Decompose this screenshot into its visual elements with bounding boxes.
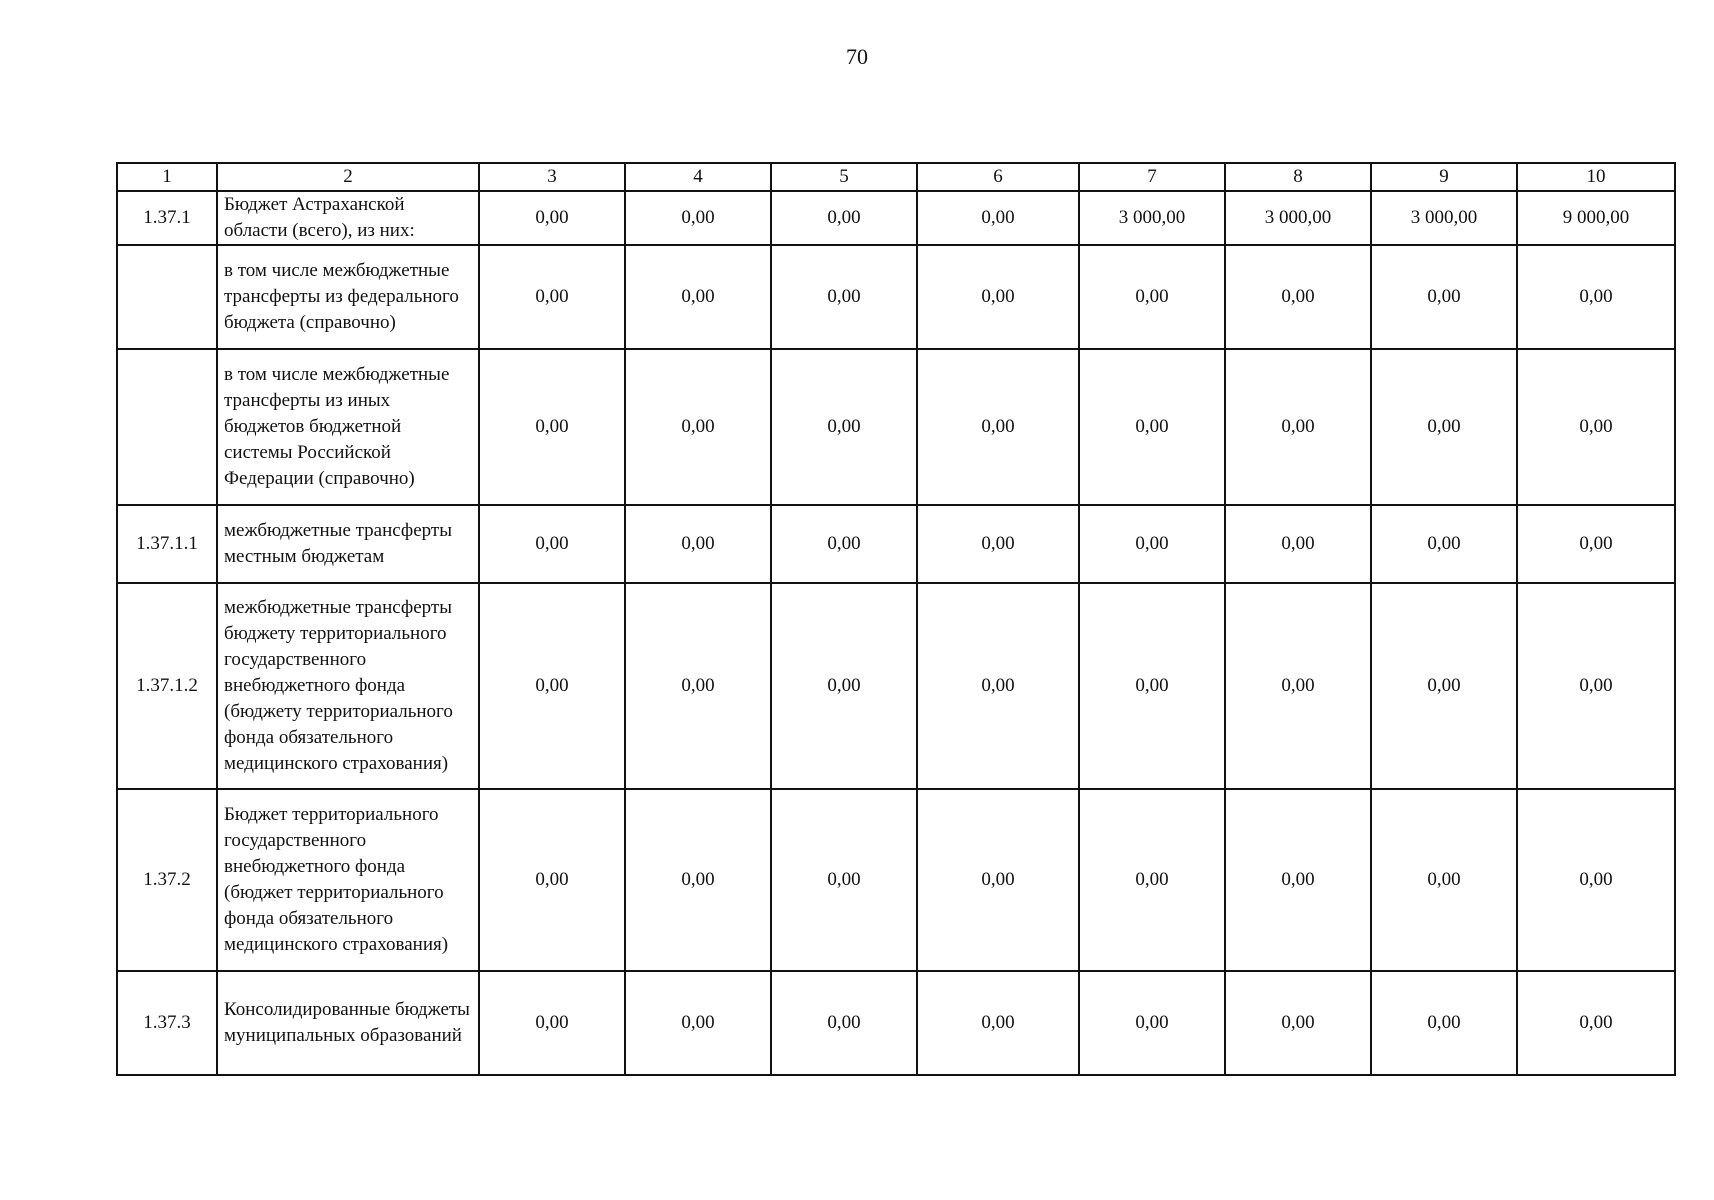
value-cell: 0,00 xyxy=(917,971,1079,1075)
row-description: Бюджет территориального государственного внебюджетного фонда (бюджет территориального фонда обязательного медицинского страхования) xyxy=(217,789,479,971)
value-cell: 9 000,00 xyxy=(1517,191,1675,245)
row-description: Бюджет Астраханской области (всего), из них: xyxy=(217,191,479,245)
value-cell: 0,00 xyxy=(1371,245,1517,349)
value-cell: 0,00 xyxy=(479,505,625,583)
value-cell: 0,00 xyxy=(625,971,771,1075)
table-row xyxy=(117,971,1675,1075)
value-cell: 0,00 xyxy=(917,789,1079,971)
column-header: 3 xyxy=(479,163,625,191)
value-cell: 0,00 xyxy=(1225,505,1371,583)
value-cell: 0,00 xyxy=(1517,505,1675,583)
value-cell: 0,00 xyxy=(1225,349,1371,505)
column-header: 10 xyxy=(1517,163,1675,191)
value-cell: 0,00 xyxy=(771,191,917,245)
value-cell: 0,00 xyxy=(917,245,1079,349)
value-cell: 0,00 xyxy=(771,349,917,505)
value-cell: 0,00 xyxy=(625,191,771,245)
value-cell: 0,00 xyxy=(1517,971,1675,1075)
table-row xyxy=(117,245,1675,349)
column-header: 4 xyxy=(625,163,771,191)
value-cell: 0,00 xyxy=(479,245,625,349)
value-cell: 0,00 xyxy=(625,505,771,583)
value-cell: 0,00 xyxy=(1371,971,1517,1075)
value-cell: 0,00 xyxy=(1371,583,1517,789)
value-cell: 0,00 xyxy=(479,789,625,971)
row-description: Консолидированные бюджеты муниципальных образований xyxy=(217,971,479,1075)
value-cell: 0,00 xyxy=(771,505,917,583)
page-number: 70 xyxy=(846,44,868,69)
value-cell: 0,00 xyxy=(1079,583,1225,789)
value-cell: 0,00 xyxy=(917,191,1079,245)
column-header: 8 xyxy=(1225,163,1371,191)
value-cell: 0,00 xyxy=(1517,245,1675,349)
column-header: 2 xyxy=(217,163,479,191)
value-cell: 0,00 xyxy=(1079,505,1225,583)
value-cell: 0,00 xyxy=(1517,789,1675,971)
table-row xyxy=(117,583,1675,789)
table-row xyxy=(117,505,1675,583)
row-code: 1.37.1.1 xyxy=(117,505,217,583)
column-header: 9 xyxy=(1371,163,1517,191)
value-cell: 0,00 xyxy=(1371,505,1517,583)
value-cell: 0,00 xyxy=(625,245,771,349)
row-description: в том числе межбюджетные трансферты из иных бюджетов бюджетной системы Российской Федерации (справочно) xyxy=(217,349,479,505)
table-row xyxy=(117,789,1675,971)
value-cell: 0,00 xyxy=(479,349,625,505)
value-cell: 3 000,00 xyxy=(1371,191,1517,245)
value-cell: 0,00 xyxy=(771,245,917,349)
value-cell: 0,00 xyxy=(1517,349,1675,505)
budget-table xyxy=(116,162,1676,1076)
value-cell: 0,00 xyxy=(479,583,625,789)
value-cell: 3 000,00 xyxy=(1079,191,1225,245)
row-description: межбюджетные трансферты бюджету территориального государственного внебюджетного фонда (бюджету территориального фонда обязательного медицинского страхования) xyxy=(217,583,479,789)
table-row xyxy=(117,349,1675,505)
table-row xyxy=(117,191,1675,245)
row-code xyxy=(117,245,217,349)
value-cell: 0,00 xyxy=(1225,583,1371,789)
value-cell: 0,00 xyxy=(1517,583,1675,789)
value-cell: 0,00 xyxy=(625,349,771,505)
row-description: межбюджетные трансферты местным бюджетам xyxy=(217,505,479,583)
value-cell: 0,00 xyxy=(917,505,1079,583)
value-cell: 0,00 xyxy=(1225,245,1371,349)
row-code: 1.37.2 xyxy=(117,789,217,971)
value-cell: 0,00 xyxy=(771,971,917,1075)
value-cell: 0,00 xyxy=(917,349,1079,505)
column-header: 5 xyxy=(771,163,917,191)
value-cell: 0,00 xyxy=(625,789,771,971)
value-cell: 0,00 xyxy=(1225,971,1371,1075)
column-number-row xyxy=(117,163,1675,191)
value-cell: 0,00 xyxy=(917,583,1079,789)
value-cell: 0,00 xyxy=(625,583,771,789)
column-header: 7 xyxy=(1079,163,1225,191)
value-cell: 0,00 xyxy=(1371,349,1517,505)
row-description: в том числе межбюджетные трансферты из федерального бюджета (справочно) xyxy=(217,245,479,349)
row-code: 1.37.1.2 xyxy=(117,583,217,789)
value-cell: 3 000,00 xyxy=(1225,191,1371,245)
row-code: 1.37.3 xyxy=(117,971,217,1075)
value-cell: 0,00 xyxy=(1079,245,1225,349)
value-cell: 0,00 xyxy=(1079,971,1225,1075)
value-cell: 0,00 xyxy=(771,583,917,789)
value-cell: 0,00 xyxy=(1371,789,1517,971)
column-header: 6 xyxy=(917,163,1079,191)
value-cell: 0,00 xyxy=(479,971,625,1075)
value-cell: 0,00 xyxy=(771,789,917,971)
row-code: 1.37.1 xyxy=(117,191,217,245)
value-cell: 0,00 xyxy=(479,191,625,245)
value-cell: 0,00 xyxy=(1079,349,1225,505)
value-cell: 0,00 xyxy=(1225,789,1371,971)
row-code xyxy=(117,349,217,505)
value-cell: 0,00 xyxy=(1079,789,1225,971)
column-header: 1 xyxy=(117,163,217,191)
